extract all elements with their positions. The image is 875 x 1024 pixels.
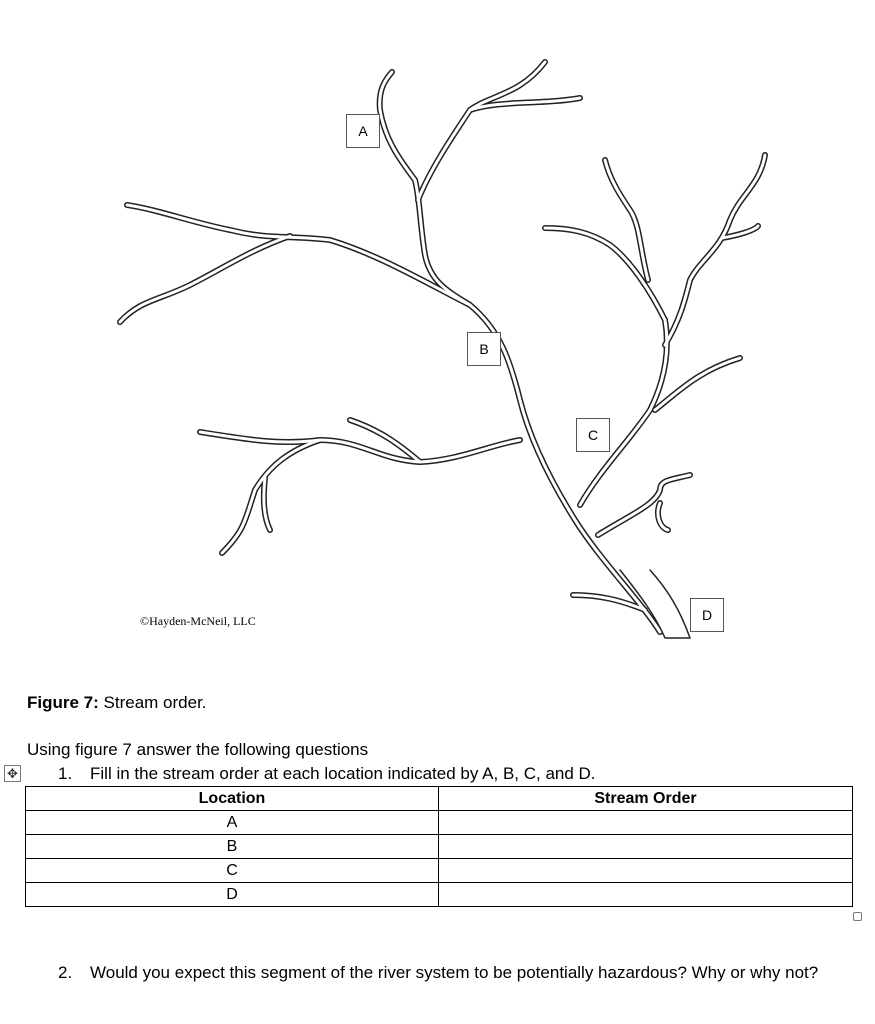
instructions-text: Using figure 7 answer the following questions <box>27 740 369 759</box>
stream-order-cell[interactable] <box>439 811 853 835</box>
question-1-number: 1. <box>58 764 73 783</box>
table-row <box>26 835 853 859</box>
figure-copyright: ©Hayden-McNeil, LLC <box>140 614 256 628</box>
figure-caption-text: Stream order. <box>103 693 207 712</box>
header-location: Location <box>26 787 439 811</box>
stream-order-cell[interactable] <box>439 883 853 907</box>
question-1 <box>58 764 596 784</box>
stream-order-table <box>25 786 853 907</box>
location-label-c: C <box>576 418 610 452</box>
stream-order-cell[interactable] <box>439 835 853 859</box>
location-cell: C <box>26 859 439 883</box>
table-row <box>26 811 853 835</box>
table-row <box>26 859 853 883</box>
header-stream-order: Stream Order <box>439 787 853 811</box>
location-label-d: D <box>690 598 724 632</box>
main-trunk <box>415 180 660 632</box>
location-cell: A <box>26 811 439 835</box>
question-2-number: 2. <box>58 963 73 982</box>
figure-caption-label: Figure 7: <box>27 693 99 712</box>
table-header-row <box>26 787 853 811</box>
figure-caption <box>27 693 207 713</box>
table-move-handle-icon[interactable]: ✥ <box>4 765 21 782</box>
location-cell: D <box>26 883 439 907</box>
location-label-a: A <box>346 114 380 148</box>
table-resize-handle-icon[interactable] <box>853 912 862 921</box>
question-2-text: Would you expect this segment of the river system to be potentially hazardous? Why or why not? <box>90 963 819 982</box>
stream-order-cell[interactable] <box>439 859 853 883</box>
location-cell: B <box>26 835 439 859</box>
question-2 <box>58 961 848 985</box>
location-label-b: B <box>467 332 501 366</box>
table-row <box>26 883 853 907</box>
question-1-text: Fill in the stream order at each location indicated by A, B, C, and D. <box>90 764 596 783</box>
